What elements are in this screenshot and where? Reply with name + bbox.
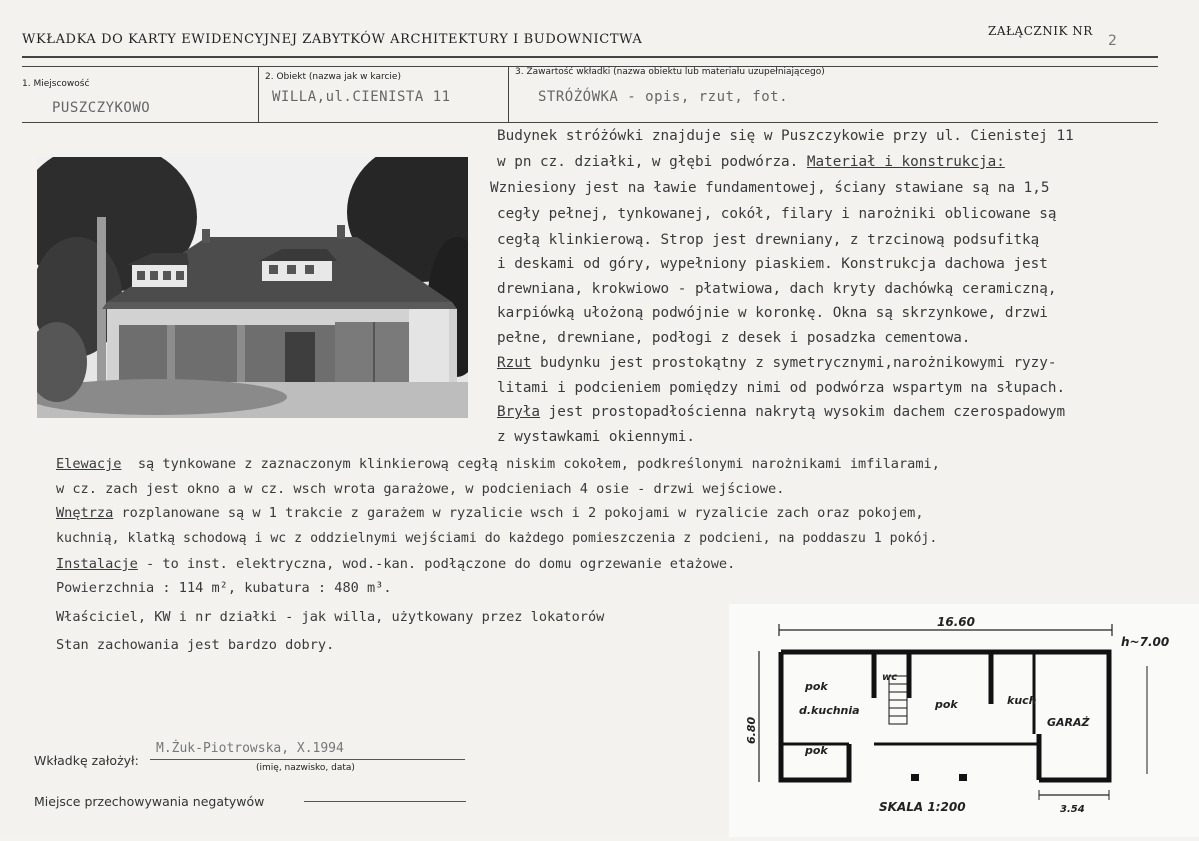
room-wc: wc — [882, 672, 898, 683]
garage-dim: 3.54 — [1060, 804, 1085, 815]
desc-line-8: karpiówką ułożoną podwójnie w koronkę. Okna są skrzynkowe, drzwi — [497, 305, 1048, 321]
desc-line-7: drewniana, krokwiowo - płatwiowa, dach kryty dachówką ceramiczną, — [497, 281, 1057, 297]
plan-height-note: h~7.00 — [1121, 635, 1170, 649]
desc-line-10 — [497, 355, 1057, 371]
object-label: 2. Obiekt (nazwa jak w karcie) — [265, 72, 401, 82]
gatehouse-photo — [37, 157, 468, 418]
negatives-rule — [304, 801, 466, 802]
room-pok-1: pok — [805, 680, 828, 693]
floor-plan — [729, 604, 1199, 837]
instalacje-text: - to inst. elektryczna, wod.-kan. podłączone do domu ogrzewanie etażowe. — [137, 556, 736, 572]
wnetrza-heading: Wnętrza — [56, 505, 114, 521]
founder-author: M.Żuk-Piotrowska, X.1994 — [156, 741, 344, 756]
desc-line-3: Wzniesiony jest na ławie fundamentowej, ściany stawiane są na 1,5 — [490, 180, 1050, 196]
elewacje-heading: Elewacje — [56, 456, 122, 472]
instalacje-heading: Instalacje — [56, 556, 138, 572]
object-value: WILLA,ul.CIENISTA 11 — [272, 89, 451, 105]
locality-label: 1. Miejscowość — [22, 79, 90, 89]
instalacje-line — [56, 556, 735, 572]
desc-line-12 — [497, 404, 1065, 420]
locality-value: PUSZCZYKOWO — [52, 100, 151, 116]
bryla-heading: Bryła — [497, 404, 541, 420]
desc-line-2 — [497, 154, 1005, 170]
desc-line-4: cegły pełnej, tynkowanej, cokół, filary i narożniki oblicowane są — [497, 206, 1057, 222]
elewacje-line-2: w cz. zach jest okno a w cz. wsch wrota garażowe, w podcieniach 4 osie - drzwi wejściowe. — [56, 481, 785, 497]
plan-height-dim: 6.80 — [745, 716, 758, 744]
attachment-number: 2 — [1108, 33, 1117, 49]
negatives-label: Miejsce przechowywania negatywów — [34, 794, 265, 809]
room-kuch: kuch — [1007, 694, 1037, 707]
stan-line: Stan zachowania jest bardzo dobry. — [56, 637, 335, 653]
content-label: 3. Zawartość wkładki (nazwa obiektu lub materiału uzupełniającego) — [515, 67, 825, 77]
header-rule — [22, 56, 1158, 58]
desc-line-13: z wystawkami okiennymi. — [497, 429, 695, 445]
content-value: STRÓŻÓWKA - opis, rzut, fot. — [538, 89, 789, 105]
room-pok-3: pok — [805, 744, 828, 757]
powierzchnia-line: Powierzchnia : 114 m², kubatura : 480 m³. — [56, 580, 392, 596]
fields-bottom-rule — [22, 122, 1158, 123]
fields-divider-2 — [508, 66, 509, 122]
room-kuchnia: d.kuchnia — [799, 704, 860, 717]
wnetrza-line-2: kuchnią, klatką schodową i wc z oddzielnymi wejściami do każdego pomieszczenia z podcieni, na poddaszu 1 pokój. — [56, 531, 938, 546]
desc-line-11: litami i podcieniem pomiędzy nimi od podwórza wspartym na słupach. — [497, 380, 1066, 396]
desc-line-1: Budynek stróżówki znajduje się w Puszczykowie przy ul. Cienistej 11 — [497, 128, 1074, 144]
desc-line-10-text: budynku jest prostokątny z symetrycznymi,narożnikowymi ryzy- — [531, 355, 1057, 371]
room-garaz: GARAŻ — [1047, 716, 1090, 729]
material-heading: Materiał i konstrukcja: — [806, 154, 1005, 170]
plan-scale: SKALA 1:200 — [879, 800, 966, 814]
founder-rule — [150, 759, 465, 760]
founder-caption: (imię, nazwisko, data) — [256, 763, 355, 773]
elewacje-line-1 — [56, 456, 940, 472]
desc-line-5: cegłą klinkierową. Strop jest drewniany, z trzcinową podsufitką — [497, 232, 1040, 248]
desc-line-2-text: w pn cz. działki, w głębi podwórza. — [497, 154, 807, 170]
card-title: WKŁADKA DO KARTY EWIDENCYJNEJ ZABYTKÓW ARCHITEKTURY I BUDOWNICTWA — [22, 32, 643, 47]
rzut-heading: Rzut — [497, 355, 532, 371]
fields-divider-1 — [258, 66, 259, 122]
founder-label: Wkładkę założył: — [34, 753, 139, 768]
desc-line-9: pełne, drewniane, podłogi z desek i posadzka cementowa. — [497, 330, 971, 346]
wlasciciel-line: Właściciel, KW i nr działki - jak willa, użytkowany przez lokatorów — [56, 609, 605, 625]
desc-line-6: i deskami od góry, wypełniony piaskiem. Konstrukcja dachowa jest — [497, 256, 1048, 272]
wnetrza-text-1: rozplanowane są w 1 trakcie z garażem w ryzalicie wsch i 2 pokojami w ryzalicie zach oraz pokojem, — [113, 505, 924, 521]
desc-line-12-text: jest prostopadłościenna nakrytą wysokim dachem czerospadowym — [540, 404, 1066, 420]
wnetrza-line-1 — [56, 505, 924, 521]
room-pok-2: pok — [935, 698, 958, 711]
plan-width-dim: 16.60 — [937, 615, 975, 629]
elewacje-text-1: są tynkowane z zaznaczonym klinkierową cegłą niskim cokołem, podkreślonymi narożnikami imfilarami, — [121, 456, 940, 472]
attachment-label: ZAŁĄCZNIK NR — [988, 24, 1093, 38]
